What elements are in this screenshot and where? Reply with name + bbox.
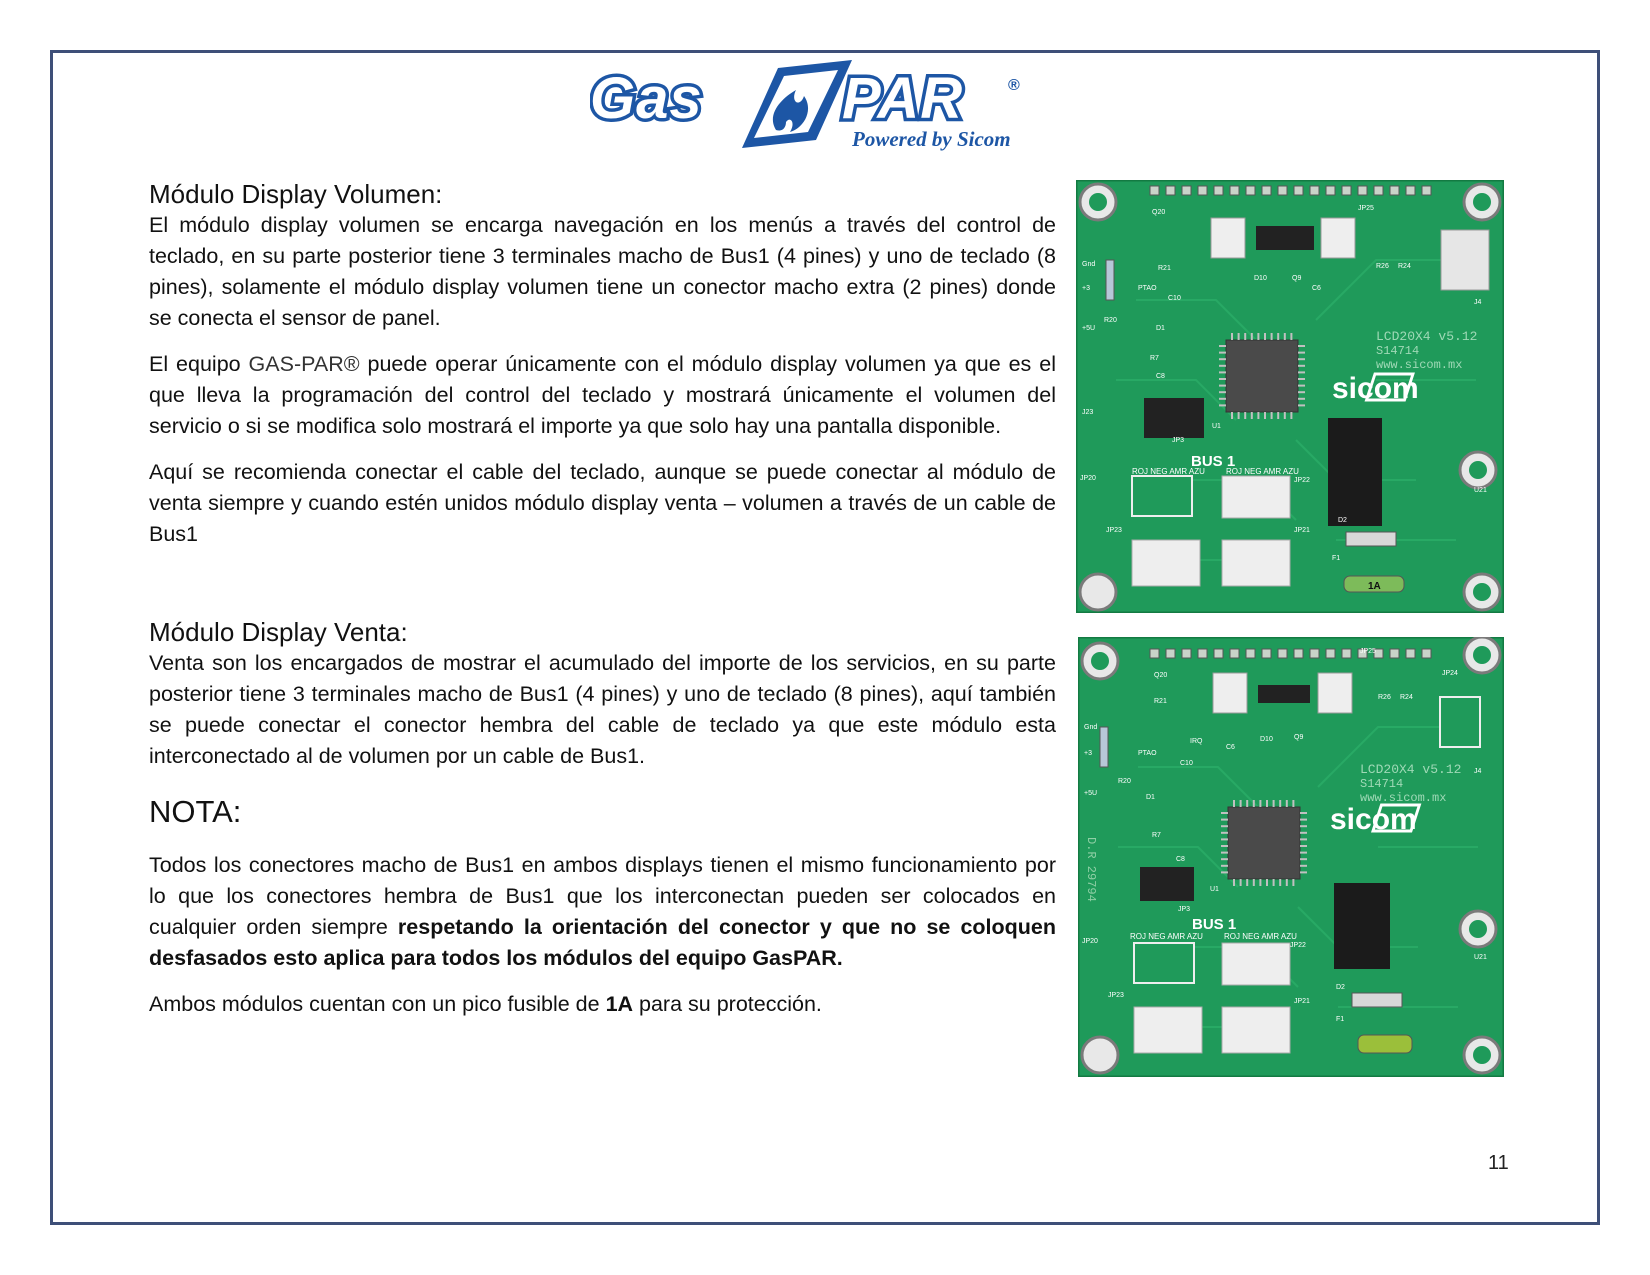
black-component xyxy=(1334,883,1390,969)
bus-color-label: ROJ NEG AMR AZU xyxy=(1224,932,1297,941)
logo-flame-icon xyxy=(742,60,852,148)
silk-url: www.sicom.mx xyxy=(1376,358,1463,372)
silkscreen-label: +5U xyxy=(1082,325,1096,332)
silkscreen-label: U21 xyxy=(1474,954,1487,961)
photo-board-venta xyxy=(1078,637,1504,1077)
section-venta xyxy=(149,616,1056,772)
silkscreen-label: R20 xyxy=(1104,317,1117,324)
silkscreen-label: U21 xyxy=(1474,487,1487,494)
text-fragment: puede operar únicamente con el módulo display volumen ya que es el que lleva la programación del control del teclado y mostrará únicamente el volumen del servicio o si se modifica solo mostrará el importe ya que solo hay una pantalla disponible. xyxy=(149,352,1056,438)
silkscreen-label: J4 xyxy=(1474,768,1482,775)
paragraph-volumen-3: Aquí se recomienda conectar el cable del teclado, aunque se puede conectar al módulo de venta siempre y cuando estén unidos módulo display venta – volumen a través de un cable de Bus1 xyxy=(149,460,1056,546)
silkscreen-label: JP22 xyxy=(1294,477,1310,484)
photo-board-volumen xyxy=(1076,180,1504,613)
silkscreen-label: JP21 xyxy=(1294,998,1310,1005)
fuse-label: 1A xyxy=(1368,581,1381,592)
silkscreen-label: D2 xyxy=(1338,517,1347,524)
silkscreen-label: D1 xyxy=(1156,325,1165,332)
bus-color-label: ROJ NEG AMR AZU xyxy=(1132,467,1205,476)
silkscreen-label: C8 xyxy=(1156,373,1165,380)
text-fragment: El equipo xyxy=(149,352,249,376)
bus-label: BUS 1 xyxy=(1191,453,1236,470)
heading-nota: NOTA: xyxy=(149,794,242,829)
silkscreen-label: C8 xyxy=(1176,856,1185,863)
silk-code: S14714 xyxy=(1376,344,1420,358)
silkscreen-label: PTAO xyxy=(1138,750,1157,757)
silk-url: www.sicom.mx xyxy=(1360,791,1447,805)
bus-color-label: ROJ NEG AMR AZU xyxy=(1130,932,1203,941)
text-fragment: para su protección. xyxy=(633,992,822,1016)
silkscreen-label: JP3 xyxy=(1172,437,1185,444)
silkscreen-label: R21 xyxy=(1154,698,1167,705)
paragraph-nota-2 xyxy=(149,989,1056,1020)
silkscreen-label: R24 xyxy=(1400,694,1413,701)
text-fragment: Todos los conectores macho de Bus1 en ambos displays tienen el mismo funcionamiento por lo que los conectores hembra de Bus1 que los interconectan pueden ser colocados en cualquier orden siempre xyxy=(149,853,1056,939)
silkscreen-label: JP23 xyxy=(1106,527,1122,534)
paragraph-volumen-2 xyxy=(149,349,1056,442)
silkscreen-label: R7 xyxy=(1150,355,1159,362)
microcontroller-chip xyxy=(1228,807,1300,879)
silkscreen-label: C10 xyxy=(1180,760,1193,767)
silk-code: S14714 xyxy=(1360,777,1404,791)
silkscreen-label: R7 xyxy=(1152,832,1161,839)
silkscreen-label: C10 xyxy=(1168,295,1181,302)
silkscreen-label: C6 xyxy=(1312,285,1321,292)
silkscreen-label: JP21 xyxy=(1294,527,1310,534)
silkscreen-label: R24 xyxy=(1398,263,1411,270)
board-brand: sicom xyxy=(1330,803,1417,836)
silkscreen-label: +3 xyxy=(1082,285,1090,292)
silkscreen-label: J23 xyxy=(1082,409,1094,416)
bus-color-label: ROJ NEG AMR AZU xyxy=(1226,467,1299,476)
silkscreen-label: D10 xyxy=(1260,736,1273,743)
silkscreen-label: C6 xyxy=(1226,744,1235,751)
board-brand: sicom xyxy=(1332,372,1419,405)
gaspar-logo xyxy=(590,58,1066,154)
brand-gaspar: GAS-PAR® xyxy=(248,352,360,376)
silkscreen-label: Q9 xyxy=(1292,275,1302,282)
text-fragment: Ambos módulos cuentan con un pico fusible de xyxy=(149,992,606,1016)
silkscreen-label: D1 xyxy=(1146,794,1155,801)
silkscreen-label: JP25 xyxy=(1360,648,1376,655)
silkscreen-label: IRQ xyxy=(1190,738,1203,745)
bus-label: BUS 1 xyxy=(1192,916,1237,933)
silkscreen-label: U1 xyxy=(1210,886,1219,893)
logo-registered: ® xyxy=(1008,77,1020,94)
silk-model: LCD20X4 v5.12 xyxy=(1360,762,1462,777)
silkscreen-label: +3 xyxy=(1084,750,1092,757)
silkscreen-label: J4 xyxy=(1474,299,1482,306)
silkscreen-label: F1 xyxy=(1332,555,1341,562)
silkscreen-label: JP20 xyxy=(1080,475,1096,482)
silkscreen-label: F1 xyxy=(1336,1016,1345,1023)
silkscreen-label: R26 xyxy=(1378,694,1391,701)
silkscreen-label: JP24 xyxy=(1442,670,1458,677)
paragraph-venta-1: Venta son los encargados de mostrar el acumulado del importe de los servicios, en su parte posterior tiene 3 terminales macho de Bus1 (4 pines) y uno de teclado (8 pines), aquí también se puede conectar el conector hembra del cable de teclado ya que este módulo esta interconectado al de volumen por un cable de Bus1. xyxy=(149,651,1056,768)
silkscreen-label: +5U xyxy=(1084,790,1098,797)
silkscreen-label: R21 xyxy=(1158,265,1171,272)
silkscreen-label: JP23 xyxy=(1108,992,1124,999)
handwritten-mark: D.R 29794 xyxy=(1084,837,1098,902)
silkscreen-label: Q9 xyxy=(1294,734,1304,741)
silkscreen-label: D10 xyxy=(1254,275,1267,282)
silkscreen-label: R20 xyxy=(1118,778,1131,785)
silkscreen-label: D2 xyxy=(1336,984,1345,991)
microcontroller-chip xyxy=(1226,340,1298,412)
logo-tagline: Powered by Sicom xyxy=(852,127,1011,151)
silkscreen-label: JP22 xyxy=(1290,942,1306,949)
silkscreen-label: Q20 xyxy=(1152,209,1166,216)
paragraph-volumen-1: El módulo display volumen se encarga navegación en los menús a través del control de teclado, en su parte posterior tiene 3 terminales macho de Bus1 (4 pines) y uno de teclado (8 pines), solamente el módulo display volumen tiene un conector macho extra (2 pines) donde se conecta el sensor de panel. xyxy=(149,213,1056,330)
silkscreen-label: PTAO xyxy=(1138,285,1157,292)
black-component xyxy=(1328,418,1382,526)
silkscreen-label: JP3 xyxy=(1178,906,1191,913)
fuse-rating: 1A xyxy=(605,992,634,1016)
silkscreen-label: Gnd xyxy=(1082,261,1096,268)
logo-gas: Gas xyxy=(590,66,703,131)
silkscreen-label: Gnd xyxy=(1084,724,1098,731)
silkscreen-label: Q20 xyxy=(1154,672,1168,679)
silk-model: LCD20X4 v5.12 xyxy=(1376,329,1478,344)
logo-par: PAR xyxy=(842,66,964,131)
section-volumen xyxy=(149,178,1056,550)
silkscreen-label: JP20 xyxy=(1082,938,1098,945)
silkscreen-label: JP25 xyxy=(1358,205,1374,212)
section-nota xyxy=(149,794,1056,1020)
silkscreen-label: R26 xyxy=(1376,263,1389,270)
page-number: 11 xyxy=(1488,1152,1509,1174)
silkscreen-label: U1 xyxy=(1212,423,1221,430)
heading-volumen: Módulo Display Volumen: xyxy=(149,179,443,209)
text-bold-warning: respetando la orientación del conector y que no se coloquen desfasados esto aplica para todos los módulos del equipo GasPAR. xyxy=(149,915,1056,970)
heading-venta: Módulo Display Venta: xyxy=(149,617,408,647)
paragraph-nota-1 xyxy=(149,850,1056,974)
